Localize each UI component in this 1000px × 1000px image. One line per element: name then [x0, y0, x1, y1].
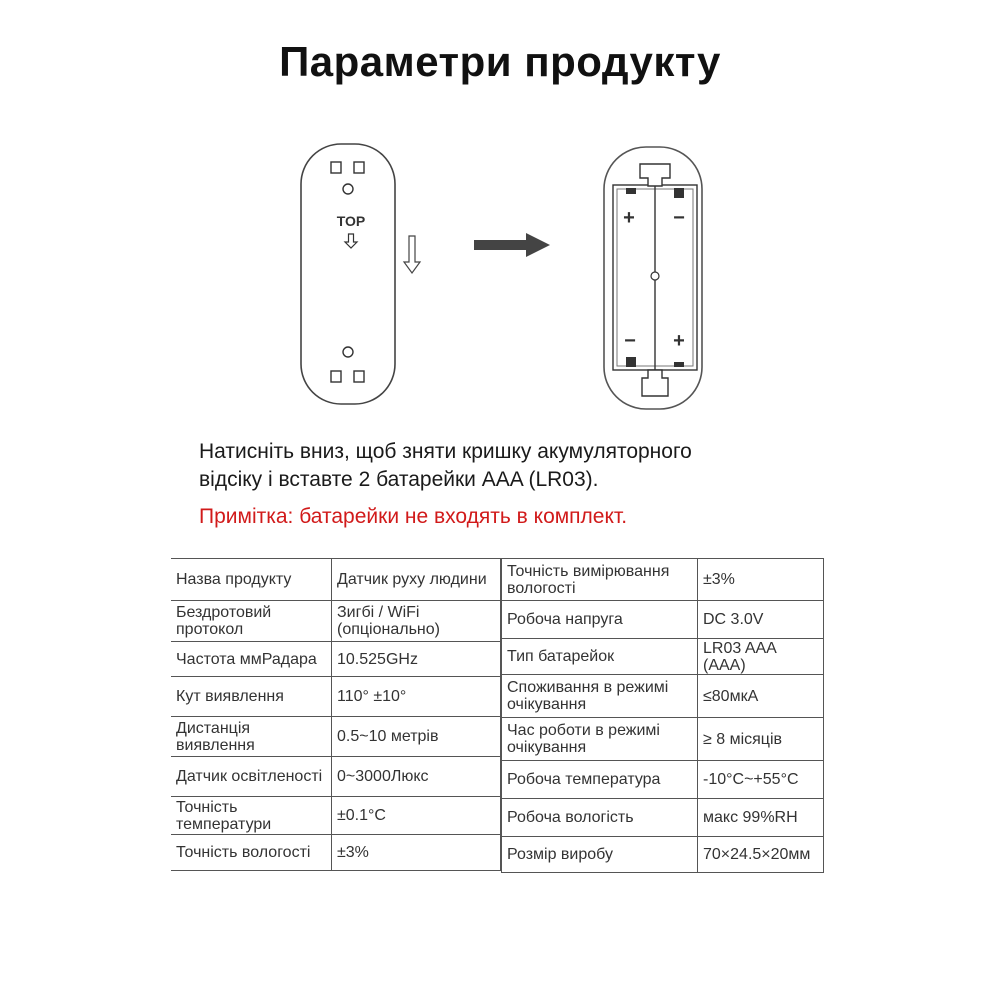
spec-label: Дистанція виявлення	[171, 717, 332, 757]
spec-value: 10.525GHz	[332, 642, 501, 677]
spec-value: макс 99%RH	[698, 799, 824, 837]
instruction-text	[199, 438, 839, 494]
table-row	[171, 797, 501, 835]
spec-label: Датчик освітленості	[171, 757, 332, 797]
table-row	[171, 757, 501, 797]
table-row	[171, 677, 501, 717]
table-row	[171, 559, 501, 601]
spec-value: DC 3.0V	[698, 601, 824, 639]
spec-label: Споживання в режимі очікування	[502, 675, 698, 718]
spec-value: ±0.1°C	[332, 797, 501, 835]
spec-value: 0.5~10 метрів	[332, 717, 501, 757]
table-row	[502, 559, 824, 601]
top-label: TOP	[336, 213, 366, 229]
spec-label: Точність вимірювання вологості	[502, 559, 698, 601]
spec-value: ≥ 8 місяців	[698, 718, 824, 761]
table-row	[502, 837, 824, 873]
table-row	[171, 642, 501, 677]
specs-table-right	[501, 558, 824, 873]
spec-value: Зигбі / WiFi (опціонально)	[332, 601, 501, 642]
spec-label: Бездротовий протокол	[171, 601, 332, 642]
spec-value: -10°C~+55°C	[698, 761, 824, 799]
spec-label: Тип батарейок	[502, 639, 698, 675]
table-row	[502, 675, 824, 718]
instruction-line-1: Натисніть вниз, щоб зняти кришку акумуляторного	[199, 440, 692, 463]
slide-down-arrow-icon	[404, 236, 420, 273]
plus-bottom: +	[673, 330, 685, 352]
minus-bottom: −	[624, 330, 636, 352]
spec-label: Розмір виробу	[502, 837, 698, 873]
spec-label: Робоча температура	[502, 761, 698, 799]
device-cover	[301, 144, 395, 404]
spec-label: Робоча вологість	[502, 799, 698, 837]
spec-label: Кут виявлення	[171, 677, 332, 717]
minus-top: −	[673, 207, 685, 229]
spec-value: LR03 AAA (AAA)	[698, 639, 824, 675]
battery-note: Примітка: батарейки не входять в комплект.	[199, 505, 628, 528]
spec-label: Точність температури	[171, 797, 332, 835]
table-row	[502, 761, 824, 799]
table-row	[171, 835, 501, 871]
spec-value: ≤80мкА	[698, 675, 824, 718]
table-row	[502, 799, 824, 837]
table-row	[502, 718, 824, 761]
spec-value: 110° ±10°	[332, 677, 501, 717]
spec-label: Назва продукту	[171, 559, 332, 601]
plus-top: +	[623, 207, 635, 229]
table-row	[171, 717, 501, 757]
spec-value: ±3%	[332, 835, 501, 871]
instruction-line-2: відсіку і вставте 2 батарейки AAA (LR03).	[199, 468, 599, 491]
battery-compartment	[604, 147, 702, 409]
spec-value: 70×24.5×20мм	[698, 837, 824, 873]
spec-label: Робоча напруга	[502, 601, 698, 639]
specs-table-left	[171, 558, 501, 871]
table-row	[502, 601, 824, 639]
spec-value: Датчик руху людини	[332, 559, 501, 601]
spec-value: ±3%	[698, 559, 824, 601]
spec-label: Час роботи в режимі очікування	[502, 718, 698, 761]
spec-label: Частота ммРадара	[171, 642, 332, 677]
spec-label: Точність вологості	[171, 835, 332, 871]
spec-value: 0~3000Люкс	[332, 757, 501, 797]
page-title: Параметри продукту	[279, 38, 721, 85]
table-row	[502, 639, 824, 675]
right-arrow-icon	[474, 233, 550, 257]
table-row	[171, 601, 501, 642]
battery-install-diagram	[0, 130, 1000, 430]
